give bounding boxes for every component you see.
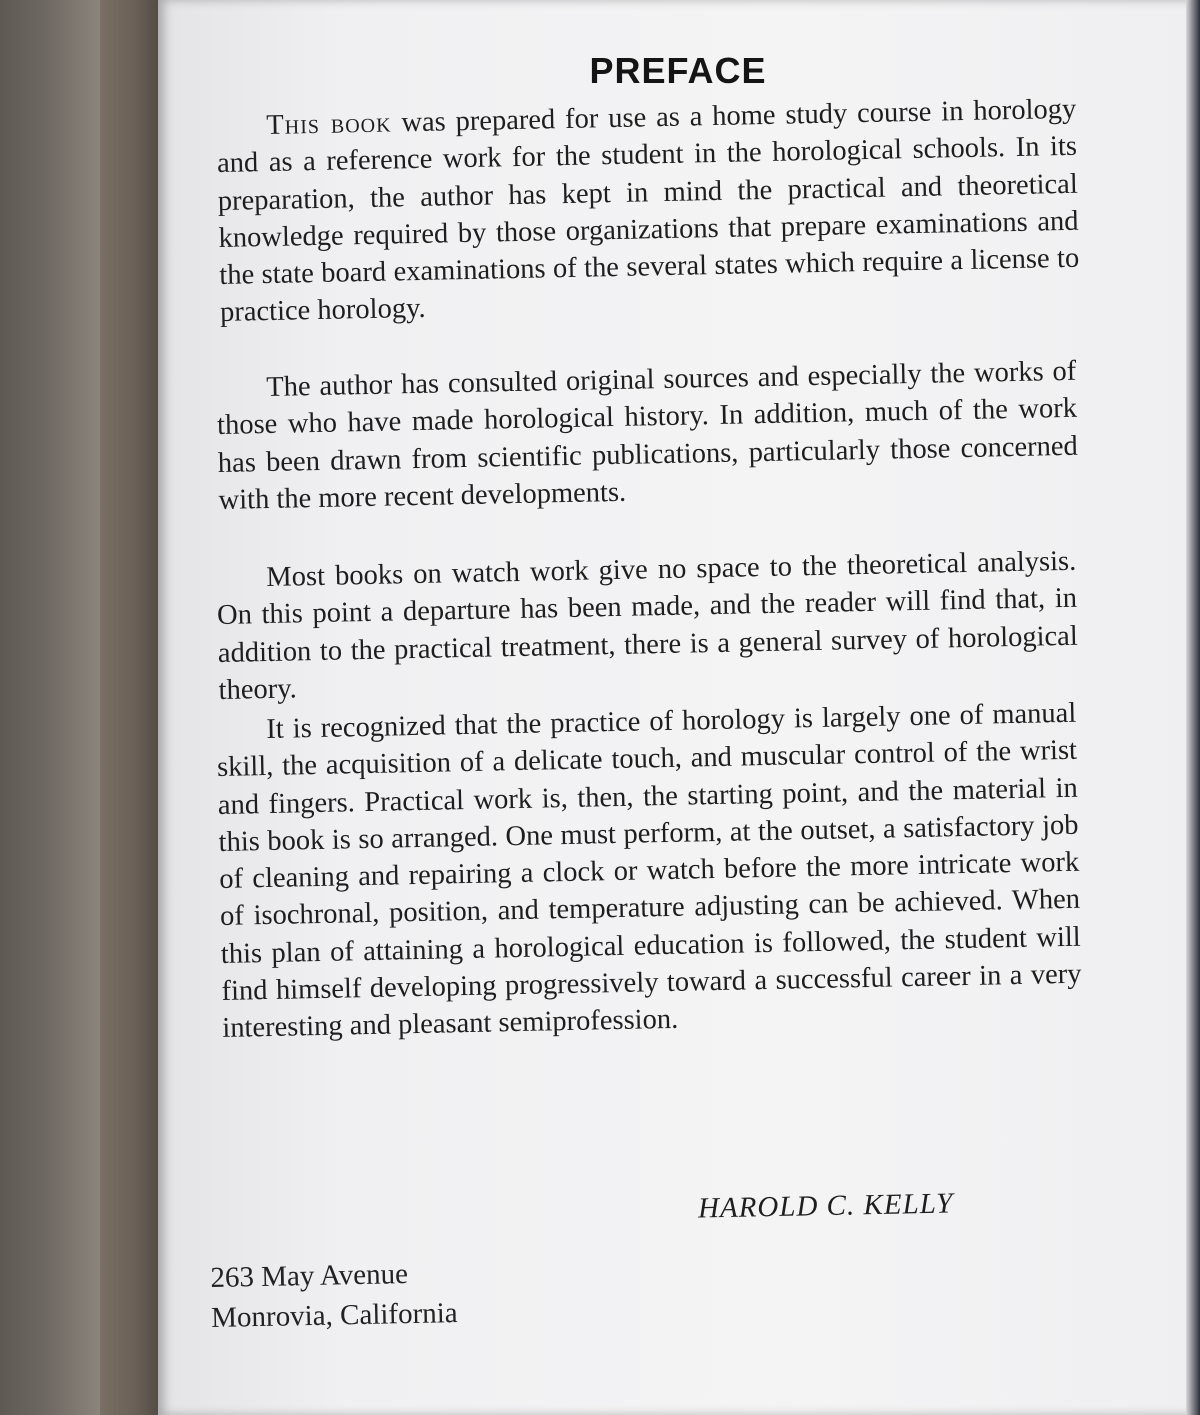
paragraph-text: It is recognized that the practice of horology is largely one of manual skill, the acquisition of a delicate touch, and muscular control of the wrist and fingers. Practical work is, then, the starting point, and the material in this book is so arranged. One must perform, at the outset, a satisfactory job of cleaning and repairing a clock or watch before the more intricate work of isochronal, position, and temperature adjusting can be achieved. When this plan of attaining a horological education is followed, the student will find himself developing progressively toward a successful career in a very interesting and pleasant semiprofession.	[216, 697, 1082, 1045]
book-page	[158, 0, 1200, 1415]
page-edge-shadow	[1186, 0, 1200, 1415]
preface-paragraph-2	[216, 353, 1079, 519]
preface-paragraph-3	[216, 543, 1079, 709]
address-street: 263 May Avenue	[210, 1258, 409, 1294]
page-title: PREFACE	[589, 50, 767, 91]
preface-paragraph-1	[216, 91, 1080, 332]
address-city: Monrovia, California	[210, 1297, 458, 1334]
author-signature: HAROLD C. KELLY	[697, 1187, 954, 1225]
book-cover-edge	[100, 0, 158, 1415]
paragraph-text: was prepared for use as a home study course in horology and as a reference work for the student in the horological schools. In its preparation, the author has kept in mind the practical and theoretical knowledge required by those organizations that prepare examinations and the state board examinations of the several states which require a license to practice horology.	[216, 93, 1080, 329]
preface-paragraph-4	[216, 695, 1083, 1048]
paragraph-text: Most books on watch work give no space to the theoretical analysis. On this point a departure has been made, and the reader will find that, in addition to the practical treatment, there is a general survey of horological theory.	[216, 545, 1079, 706]
book-spine	[0, 0, 100, 1415]
paragraph-text: The author has consulted original sources and especially the works of those who have made horological history. In addition, much of the work has been drawn from scientific publications, particularly those concerned with the more recent developments.	[216, 355, 1079, 516]
author-address	[210, 1253, 458, 1338]
paragraph-lead-small-caps: This book	[266, 107, 392, 141]
